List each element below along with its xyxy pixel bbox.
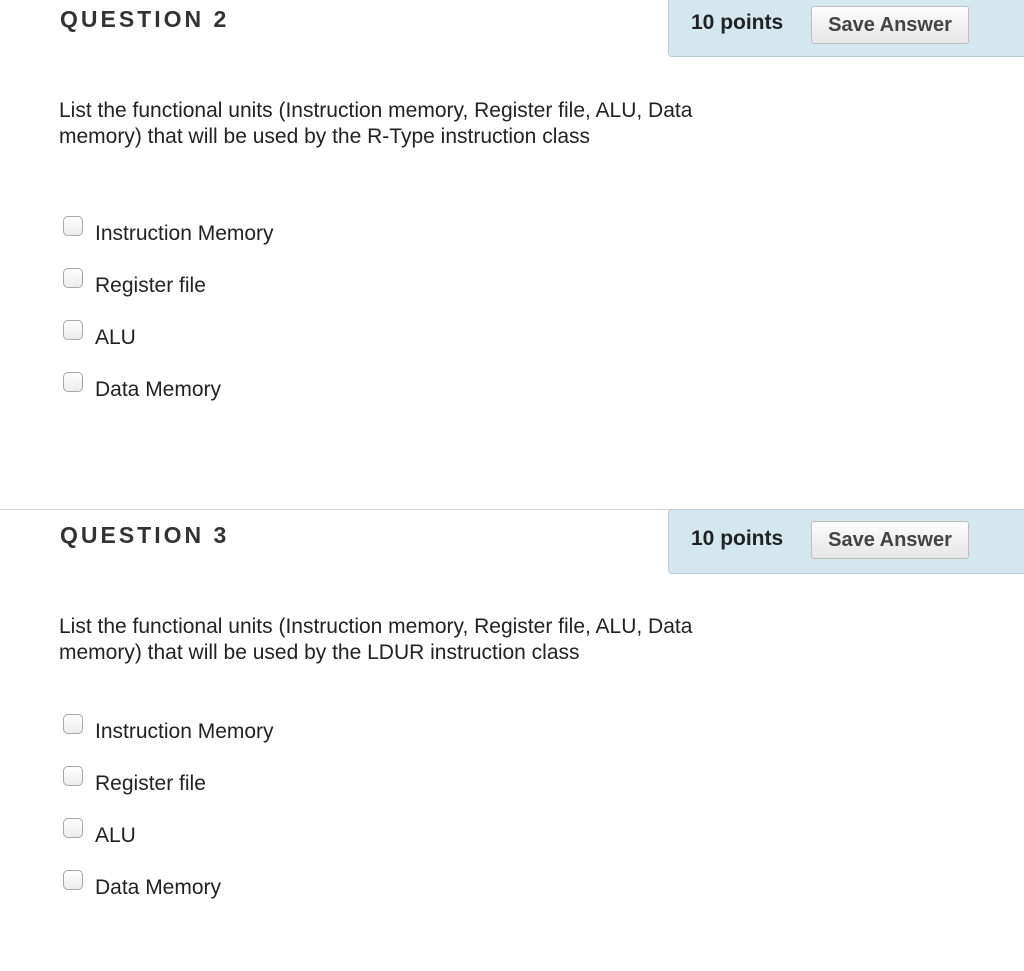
checkbox[interactable] bbox=[63, 818, 83, 838]
option-label[interactable]: Register file bbox=[95, 274, 206, 297]
question-title: QUESTION 3 bbox=[60, 522, 230, 548]
checkbox[interactable] bbox=[63, 320, 83, 340]
points-label: 10 points bbox=[691, 527, 784, 550]
option-label[interactable]: ALU bbox=[95, 824, 136, 847]
checkbox[interactable] bbox=[63, 216, 83, 236]
checkbox[interactable] bbox=[63, 870, 83, 890]
option-label[interactable]: Data Memory bbox=[95, 378, 222, 401]
option-label[interactable]: ALU bbox=[95, 326, 136, 349]
question-prompt: List the functional units (Instruction memory, Register file, ALU, Data memory) that will be used by the R-Type instruction class bbox=[59, 99, 693, 148]
checkbox[interactable] bbox=[63, 766, 83, 786]
points-panel bbox=[668, 0, 1024, 57]
question-prompt: List the functional units (Instruction memory, Register file, ALU, Data memory) that will be used by the LDUR instruction class bbox=[59, 615, 693, 664]
option-label[interactable]: Data Memory bbox=[95, 876, 222, 899]
save-answer-button[interactable]: Save Answer bbox=[811, 6, 969, 44]
checkbox[interactable] bbox=[63, 268, 83, 288]
option-label[interactable]: Instruction Memory bbox=[95, 222, 274, 245]
save-answer-button[interactable]: Save Answer bbox=[811, 521, 969, 559]
points-panel bbox=[668, 509, 1024, 574]
option-label[interactable]: Register file bbox=[95, 772, 206, 795]
checkbox[interactable] bbox=[63, 714, 83, 734]
question-title: QUESTION 2 bbox=[60, 6, 230, 32]
option-label[interactable]: Instruction Memory bbox=[95, 720, 274, 743]
checkbox[interactable] bbox=[63, 372, 83, 392]
points-label: 10 points bbox=[691, 11, 784, 34]
